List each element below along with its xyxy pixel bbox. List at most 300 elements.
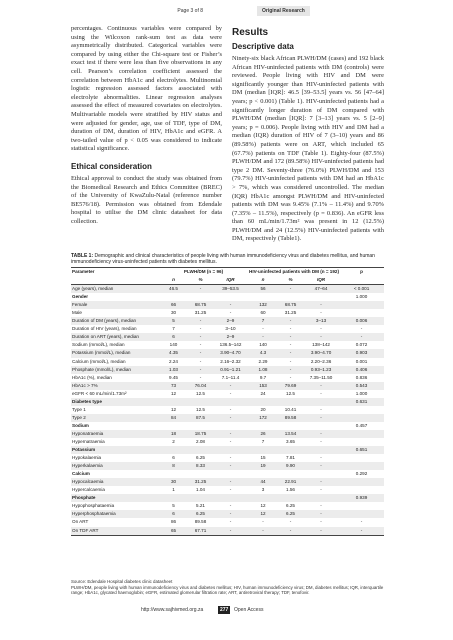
table-cell: 7: [261, 438, 265, 444]
table-cell: -: [213, 430, 248, 438]
table-cell: [303, 470, 339, 478]
table-cell: 8.33: [188, 462, 213, 470]
table-cell: 132: [248, 301, 278, 309]
table-cell: [339, 406, 384, 414]
table-cell: 3.90–4.70: [303, 349, 339, 357]
table-cell: [278, 398, 303, 406]
table-cell: 60: [260, 310, 266, 316]
table-cell: -: [320, 503, 322, 509]
row-label: Duration of HIV (years), median: [72, 326, 137, 332]
table-cell: 0.651: [339, 446, 384, 454]
table-cell: 2.24: [169, 358, 178, 364]
table-cell: [278, 293, 303, 301]
table-cell: [213, 494, 248, 502]
table-cell: 30: [159, 478, 188, 486]
table-cell: 1.03: [159, 366, 188, 374]
table-cell: -: [213, 414, 248, 422]
table-row: [71, 358, 384, 366]
row-label: Hypocalcaemia: [71, 478, 159, 486]
table-cell: [248, 293, 278, 301]
table-cell: -: [199, 358, 202, 364]
table-cell: 0.072: [355, 342, 368, 348]
table-cell: -: [188, 285, 213, 294]
table-cell: 1.000: [355, 294, 368, 300]
table-cell: -: [229, 503, 232, 509]
table-cell: -: [360, 519, 363, 525]
table-row: [71, 486, 384, 494]
col-header-hiv-uninfected: HIV-uninfected patients with DM (n = 192): [248, 268, 339, 277]
table-cell: [339, 486, 384, 494]
table-cell: -: [303, 510, 339, 518]
table-cell: < 0.001: [339, 285, 384, 294]
table-abbreviations: PLWH/DM, people living with human immunodeficiency virus and diabetes mellitus; HIV, human immunodeficiency virus; DM, diabetes mellitus; IQR, interquartile range; HbA1c, glycated haemoglobin; eGFR, estimated glomerular filtration rate; ART, antiretroviral therapy; TDF, tenofovir.: [71, 584, 384, 596]
table-cell: -: [289, 374, 292, 380]
row-label: Sodium: [72, 422, 89, 428]
table-cell: 140: [169, 342, 178, 348]
table-row: [71, 333, 384, 341]
table-cell: -: [303, 527, 339, 536]
sub-header-n: n: [159, 276, 188, 285]
table-cell: [339, 502, 384, 510]
table-cell: -: [320, 310, 322, 316]
table-row: [71, 527, 384, 536]
table-cell: 87.5: [188, 414, 213, 422]
table-cell: [339, 301, 384, 309]
table-cell: -: [229, 487, 232, 493]
table-cell: -: [303, 478, 339, 486]
table-cell: 22.91: [278, 478, 303, 486]
row-label: Hypernatraemia: [72, 438, 105, 444]
table-cell: 15: [260, 455, 266, 461]
table-cell: -: [229, 390, 232, 396]
table-cell: -: [213, 527, 248, 536]
sub-header-percent: %: [278, 276, 303, 285]
table-cell: 7.35–11.50: [309, 374, 333, 380]
row-label: Potassium: [71, 446, 159, 454]
table-cell: -: [188, 333, 213, 341]
table-cell: 2: [172, 438, 175, 444]
table-cell: [339, 454, 384, 462]
table-cell: -: [339, 527, 384, 536]
table-cell: -: [188, 366, 213, 374]
table-cell: [159, 470, 188, 478]
table-cell: -: [278, 366, 303, 374]
table-cell: [213, 470, 248, 478]
table-cell: [188, 446, 213, 454]
table-cell: 0.001: [355, 358, 368, 364]
table-cell: -: [278, 333, 303, 341]
table-cell: [248, 422, 278, 430]
row-label: Sodium (mmol/L), median: [72, 342, 125, 348]
row-label: HbA1c > 7%: [71, 382, 159, 390]
table-cell: [303, 293, 339, 301]
row-label: Gender: [72, 294, 89, 300]
table-row: [71, 430, 384, 438]
table-row: [71, 366, 384, 374]
table-cell: -: [320, 487, 322, 493]
table-cell: [213, 293, 248, 301]
row-label: HbA1c (%), median: [72, 374, 112, 380]
table-cell: -: [303, 462, 339, 470]
table-cell: [339, 478, 384, 486]
table-cell: 0.939: [339, 494, 384, 502]
table-cell: 84: [159, 414, 188, 422]
row-label: eGFR < 60 mL/min/1.73m²: [72, 390, 127, 396]
sub-header-blank: [71, 276, 159, 285]
sub-header-n: n: [248, 276, 278, 285]
table-cell: -: [303, 333, 339, 341]
table-cell: -: [303, 301, 339, 309]
table-cell: [213, 446, 248, 454]
table-cell: -: [229, 310, 232, 316]
characteristics-table: [71, 267, 384, 536]
table-cell: 6.25: [278, 510, 303, 518]
table-cell: [339, 510, 384, 518]
table-cell: [213, 422, 248, 430]
table-caption: [71, 253, 384, 266]
table-cell: -: [320, 406, 322, 412]
table-cell: 4.3: [248, 349, 278, 357]
row-label: Male: [72, 310, 82, 316]
table-cell: 9.45: [169, 374, 178, 380]
table-row: [71, 470, 384, 478]
table-cell: 44: [248, 478, 278, 486]
table-row: [71, 317, 384, 325]
table-cell: -: [213, 478, 248, 486]
row-label: Hypophosphataemia: [72, 503, 115, 509]
table-cell: -: [229, 519, 232, 525]
table-cell: 1.000: [355, 390, 368, 396]
table-cell: -: [188, 317, 213, 325]
table-source: Source: Edendale Hospital diabetes clinic datasheet: [71, 579, 173, 584]
table-row: [71, 518, 384, 526]
table-row: [71, 398, 384, 406]
table-cell: -: [289, 342, 292, 348]
table-cell: 5: [159, 317, 188, 325]
table-cell: [303, 494, 339, 502]
table-cell: 1.56: [286, 487, 295, 493]
table-cell: -: [303, 382, 339, 390]
row-label: Hyperphosphataemia: [71, 510, 159, 518]
descriptive-data-heading: Descriptive data: [232, 42, 294, 51]
table-cell: [188, 398, 213, 406]
table-cell: 68.75: [278, 301, 303, 309]
row-label: Hyperkalaemia: [71, 462, 159, 470]
table-cell: 136.5–142: [219, 342, 242, 348]
table-cell: [159, 398, 188, 406]
page-header: [70, 6, 433, 16]
table-cell: 2.29: [258, 358, 268, 364]
row-label: Hyponatraemia: [71, 430, 159, 438]
table-cell: 89.58: [194, 519, 207, 525]
row-label: Phosphate: [71, 494, 159, 502]
results-heading: Results: [232, 27, 269, 38]
table-cell: 0.406: [339, 366, 384, 374]
table-cell: 1: [172, 487, 175, 493]
table-cell: 24: [260, 390, 266, 396]
table-cell: 66: [159, 301, 188, 309]
table-cell: 0.631: [339, 398, 384, 406]
table-row: [71, 494, 384, 502]
table-cell: 12: [260, 503, 266, 509]
table-cell: 12: [170, 406, 177, 412]
table-cell: -: [289, 519, 292, 525]
table-cell: 39–53.5: [213, 285, 248, 294]
table-cell: [159, 422, 188, 430]
row-label: Phosphate (mmol/L), median: [71, 366, 159, 374]
table-row: [71, 502, 384, 510]
table-cell: 3: [261, 487, 265, 493]
table-cell: -: [320, 519, 322, 525]
table-row: [71, 414, 384, 422]
table-cell: -: [320, 390, 322, 396]
table-cell: -: [199, 374, 202, 380]
table-cell: -: [248, 527, 278, 536]
table-cell: 2.20–2.36: [310, 358, 332, 364]
table-cell: 3–13: [303, 317, 339, 325]
table-cell: [303, 422, 339, 430]
table-cell: -: [262, 326, 264, 332]
table-row: [71, 301, 384, 309]
table-cell: [159, 494, 188, 502]
table-cell: -: [289, 326, 292, 332]
page-number: 277: [220, 607, 229, 613]
table-cell: [188, 470, 213, 478]
table-cell: 31.25: [194, 310, 207, 316]
table-cell: 12.5: [196, 390, 205, 396]
table-notes: [71, 579, 384, 596]
table-cell: 12: [170, 390, 177, 396]
table-cell: [339, 430, 384, 438]
table-cell: [188, 494, 213, 502]
table-cell: 6: [172, 455, 175, 461]
table-cell: -: [262, 519, 264, 525]
table-cell: 65: [159, 527, 188, 536]
table-cell: 6: [159, 510, 188, 518]
table-cell: 12: [248, 510, 278, 518]
table-cell: [213, 398, 248, 406]
row-label: On TDF ART: [71, 527, 159, 536]
table-cell: 2.16–2.32: [220, 358, 241, 364]
table-cell: -: [213, 382, 248, 390]
row-label: Duration on ART (years), median: [71, 333, 159, 341]
journal-url[interactable]: http://www.sajhivmed.org.za: [141, 607, 204, 613]
table-caption-text: Demographic and clinical characteristics of people living with human immunodeficiency virus and diabetes mellitus, and human immunodeficiency virus-uninfected patients with diabetes mellitus.: [71, 253, 375, 266]
table-cell: 2–9: [213, 333, 248, 341]
table-cell: 13.54: [278, 430, 303, 438]
table-cell: 4.35: [159, 349, 188, 357]
table-row: [71, 390, 384, 398]
table-cell: -: [339, 333, 384, 341]
table-cell: [339, 309, 384, 317]
table-cell: 56: [248, 285, 278, 294]
table-cell: 12.5: [196, 406, 205, 412]
table-cell: 8: [159, 462, 188, 470]
table-cell: [278, 470, 303, 478]
table-cell: 7: [172, 326, 175, 332]
table-cell: 20: [260, 406, 266, 412]
table-cell: 0.292: [355, 471, 368, 477]
table-row: [71, 374, 384, 382]
table-row: [71, 422, 384, 430]
row-label: Age (years), median: [71, 285, 159, 294]
table-cell: [159, 293, 188, 301]
table-cell: [303, 398, 339, 406]
table-cell: 2.08: [196, 438, 205, 444]
table-cell: -: [303, 414, 339, 422]
ethics-paragraph: Ethical approval to conduct the study was obtained from the Biomedical Research and Ethics Committee (BREC) of the University of KwaZulu-Natal (reference number BE576/18). Permission was obtained from Edendale hospital to utilise the DM clinic datasheet for data collection.: [71, 174, 222, 225]
page-label: Page 3 of 8: [177, 8, 203, 14]
results-paragraph: Ninety-six black African PLWH/DM (cases) and 192 black African HIV-uninfected patients with DM (controls) were reviewed. People living with HIV and DM were significantly younger than HIV-uninfected patients with DM (median [IQR]: 46.5 [39–53.5] years vs. 56 [47–64] years; p < 0.001) (Table 1). HIV-uninfected patients had a significantly longer duration of DM compared with PLWH/DM (median [IQR]: 7 [3–13] years vs. 5 [2–9] years; p = 0.006). People living with HIV and DM had a median (IQR) duration of HIV of 7 (3–10) years and 86 (89.58%) patients were on ART, which included 65 (67.7%) patients on TDF (Table 1). Eighty-four (87.5%) PLWH/DM and 172 (89.58%) HIV-uninfected patients had type 2 DM. Seventy-three (76.0%) PLWH/DM and 153 (79.7%) HIV-uninfected patients with DM had an HbA1c > 7%, which was considered uncontrolled. The median (IQR) HbA1c amongst PLWH/DM and HIV-uninfected patients with DM was 9.45% (7.1% – 11.4%) and 9.70% (7.35% – 11.5%), respectively (p = 0.836). An eGFR less than 60 mL/min/1.73m² was present in 12 (12.5%) PLWH/DM and 24 (12.5%) HIV-uninfected patients with DM, respectively (Table1).: [232, 55, 384, 243]
table-cell: 6.25: [286, 503, 295, 509]
table-body: [71, 285, 384, 535]
table-cell: 7: [248, 317, 278, 325]
row-label: Potassium (mmol/L), median: [71, 349, 159, 357]
table-cell: 7.1–11.4: [221, 374, 240, 380]
table-cell: [278, 422, 303, 430]
col-header-parameter: Parameter: [71, 268, 159, 277]
table-cell: 2–9: [213, 317, 248, 325]
table-row: [71, 454, 384, 462]
table-cell: 0.457: [355, 422, 368, 428]
open-access-label: Open Access: [234, 607, 264, 613]
table-cell: 138–142: [312, 342, 330, 348]
table-cell: -: [278, 317, 303, 325]
row-label: Calcium: [72, 471, 90, 477]
table-cell: [188, 293, 213, 301]
table-cell: 0.93–1.23: [303, 366, 339, 374]
right-column: [232, 25, 384, 244]
table-cell: -: [199, 342, 202, 348]
table-cell: -: [278, 349, 303, 357]
row-label: On ART: [72, 519, 89, 525]
table-cell: 26: [248, 430, 278, 438]
sub-header-iqr: IQR: [303, 276, 339, 285]
table-cell: 9.90: [278, 462, 303, 470]
row-label: Hypokalaemia: [72, 455, 102, 461]
table-cell: -: [229, 438, 232, 444]
table-cell: [339, 462, 384, 470]
table-row: [71, 406, 384, 414]
table-cell: -: [320, 455, 322, 461]
table-cell: 31.25: [188, 478, 213, 486]
table-cell: 5: [172, 503, 175, 509]
table-cell: 30: [170, 310, 177, 316]
table-cell: 89.58: [278, 414, 303, 422]
table-cell: 3–10: [225, 326, 236, 332]
table-cell: 1.04: [196, 487, 205, 493]
table-cell: 1.08: [248, 366, 278, 374]
row-label: Type 1: [72, 406, 86, 412]
table-row: [71, 382, 384, 390]
section-tag: Original Research: [257, 6, 310, 16]
table-row: [71, 349, 384, 357]
col-header-p: p: [339, 268, 384, 277]
sub-header-blank: [339, 276, 384, 285]
table-row: [71, 341, 384, 349]
table-cell: 47–64: [303, 285, 339, 294]
table-cell: 140: [259, 342, 267, 348]
row-label: Type 2: [71, 414, 159, 422]
table-cell: [278, 494, 303, 502]
row-label: Female: [71, 301, 159, 309]
ethics-heading: Ethical consideration: [71, 161, 152, 171]
table-cell: 31.25: [284, 310, 297, 316]
table-cell: -: [199, 326, 202, 332]
table-cell: -: [278, 285, 303, 294]
table-cell: 172: [248, 414, 278, 422]
sub-header-iqr: IQR: [213, 276, 248, 285]
table-cell: [278, 446, 303, 454]
table-row: [71, 478, 384, 486]
table-sub-header-row: [71, 276, 384, 285]
table-row: [71, 309, 384, 317]
table-row: [71, 438, 384, 446]
table-cell: 9.7: [259, 374, 267, 380]
table-cell: [188, 422, 213, 430]
row-label: Duration of DM (years), median: [71, 317, 159, 325]
table-cell: -: [248, 333, 278, 341]
table-cell: -: [188, 349, 213, 357]
table-cell: [248, 470, 278, 478]
table-cell: 0.91–1.21: [213, 366, 248, 374]
table-cell: -: [213, 301, 248, 309]
table-cell: 79.69: [278, 382, 303, 390]
table-cell: -: [213, 462, 248, 470]
table-row: [71, 293, 384, 301]
table-cell: 76.04: [188, 382, 213, 390]
table-group-header-row: [71, 268, 384, 277]
table-cell: -: [229, 406, 232, 412]
left-column: [71, 25, 222, 226]
table-cell: 6.25: [196, 455, 205, 461]
table-cell: [248, 446, 278, 454]
table-cell: 12.5: [286, 390, 295, 396]
table-cell: [303, 446, 339, 454]
table-row: [71, 510, 384, 518]
table-cell: 46.5: [159, 285, 188, 294]
table-cell: -: [289, 358, 292, 364]
table-cell: 18: [159, 430, 188, 438]
table-cell: [339, 414, 384, 422]
table-cell: -: [213, 510, 248, 518]
table-cell: -: [320, 438, 322, 444]
row-label: Calcium (mmol/L), median: [72, 358, 126, 364]
table-cell: 0.006: [339, 317, 384, 325]
table-cell: 6: [159, 333, 188, 341]
table-cell: -: [320, 326, 322, 332]
table-cell: 3.90–4.70: [213, 349, 248, 357]
table-cell: 5.21: [196, 503, 205, 509]
table-cell: 7.81: [286, 455, 295, 461]
table-cell: 6.25: [188, 510, 213, 518]
table-cell: 67.71: [188, 527, 213, 536]
table-cell: -: [278, 527, 303, 536]
table-cell: [248, 494, 278, 502]
table-cell: 153: [248, 382, 278, 390]
table-cell: -: [360, 326, 363, 332]
table-caption-label: TABLE 1:: [71, 253, 94, 259]
table-cell: 73: [159, 382, 188, 390]
table-cell: [159, 446, 188, 454]
table-row: [71, 446, 384, 454]
table-cell: [339, 438, 384, 446]
row-label: Hypercalcaemia: [72, 487, 105, 493]
table-cell: 68.75: [188, 301, 213, 309]
table-cell: 19: [248, 462, 278, 470]
table-cell: 0.543: [339, 382, 384, 390]
table-cell: 0.903: [339, 349, 384, 357]
